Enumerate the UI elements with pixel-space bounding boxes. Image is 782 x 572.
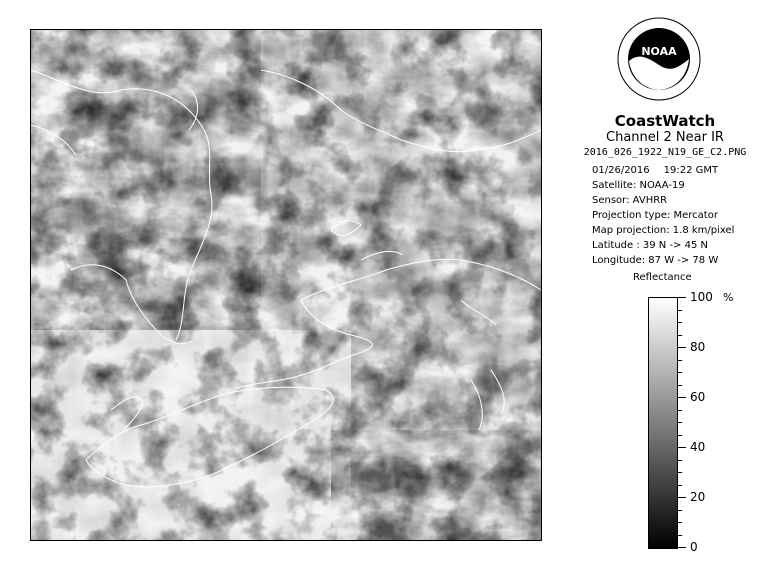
colorbar-tick — [678, 497, 686, 498]
colorbar-tick-label: 100 — [690, 290, 713, 304]
colorbar-tick — [678, 422, 682, 423]
colorbar-tick — [678, 510, 682, 511]
colorbar-tick — [678, 460, 682, 461]
colorbar-tick — [678, 522, 682, 523]
product-title: CoastWatch — [614, 112, 716, 130]
colorbar-tick-label: 0 — [690, 540, 698, 554]
colorbar-tick-label: 20 — [690, 490, 706, 504]
colorbar-tick — [678, 472, 682, 473]
colorbar-ticks — [678, 290, 738, 554]
colorbar-tick-label: 40 — [690, 440, 706, 454]
colorbar-tick — [678, 435, 682, 436]
satellite-image — [30, 29, 542, 541]
product-info — [560, 112, 770, 160]
colorbar-tick — [678, 322, 682, 323]
date-time-row — [592, 163, 772, 178]
colorbar-tick — [678, 310, 682, 311]
legend-unit: % — [723, 291, 734, 304]
reflectance-colorbar — [648, 297, 678, 549]
projection-type-label: Projection type: Mercator — [592, 210, 718, 221]
sensor-label: Sensor: AVHRR — [592, 195, 668, 206]
satellite-label: Satellite: NOAA-19 — [592, 180, 685, 191]
colorbar-tick — [678, 347, 686, 348]
colorbar-tick-label: 80 — [690, 340, 706, 354]
noaa-logo — [617, 17, 701, 101]
colorbar-tick — [678, 297, 686, 298]
time-value: 19:22 GMT — [663, 165, 719, 176]
date-value: 01/26/2016 — [592, 165, 650, 176]
colorbar-tick — [678, 547, 686, 548]
channel-label: Channel 2 Near IR — [606, 130, 724, 145]
colorbar-tick — [678, 397, 686, 398]
latitude-label: Latitude : 39 N -> 45 N — [592, 240, 708, 251]
longitude-label: Longitude: 87 W -> 78 W — [592, 255, 719, 266]
colorbar-tick — [678, 447, 686, 448]
colorbar-tick — [678, 335, 682, 336]
colorbar-tick — [678, 485, 682, 486]
colorbar-tick — [678, 372, 682, 373]
colorbar-tick — [678, 410, 682, 411]
colorbar-tick — [678, 385, 682, 386]
filename-label: 2016_026_1922_N19_GE_C2.PNG — [583, 147, 747, 158]
image-metadata — [592, 163, 772, 268]
colorbar-tick — [678, 535, 682, 536]
colorbar-tick — [678, 360, 682, 361]
colorbar-tick-label: 60 — [690, 390, 706, 404]
satellite-map — [31, 30, 541, 540]
map-projection-label: Map projection: 1.8 km/pixel — [592, 225, 735, 236]
noaa-logo-text: NOAA — [641, 45, 677, 58]
legend-title: Reflectance — [633, 272, 692, 283]
